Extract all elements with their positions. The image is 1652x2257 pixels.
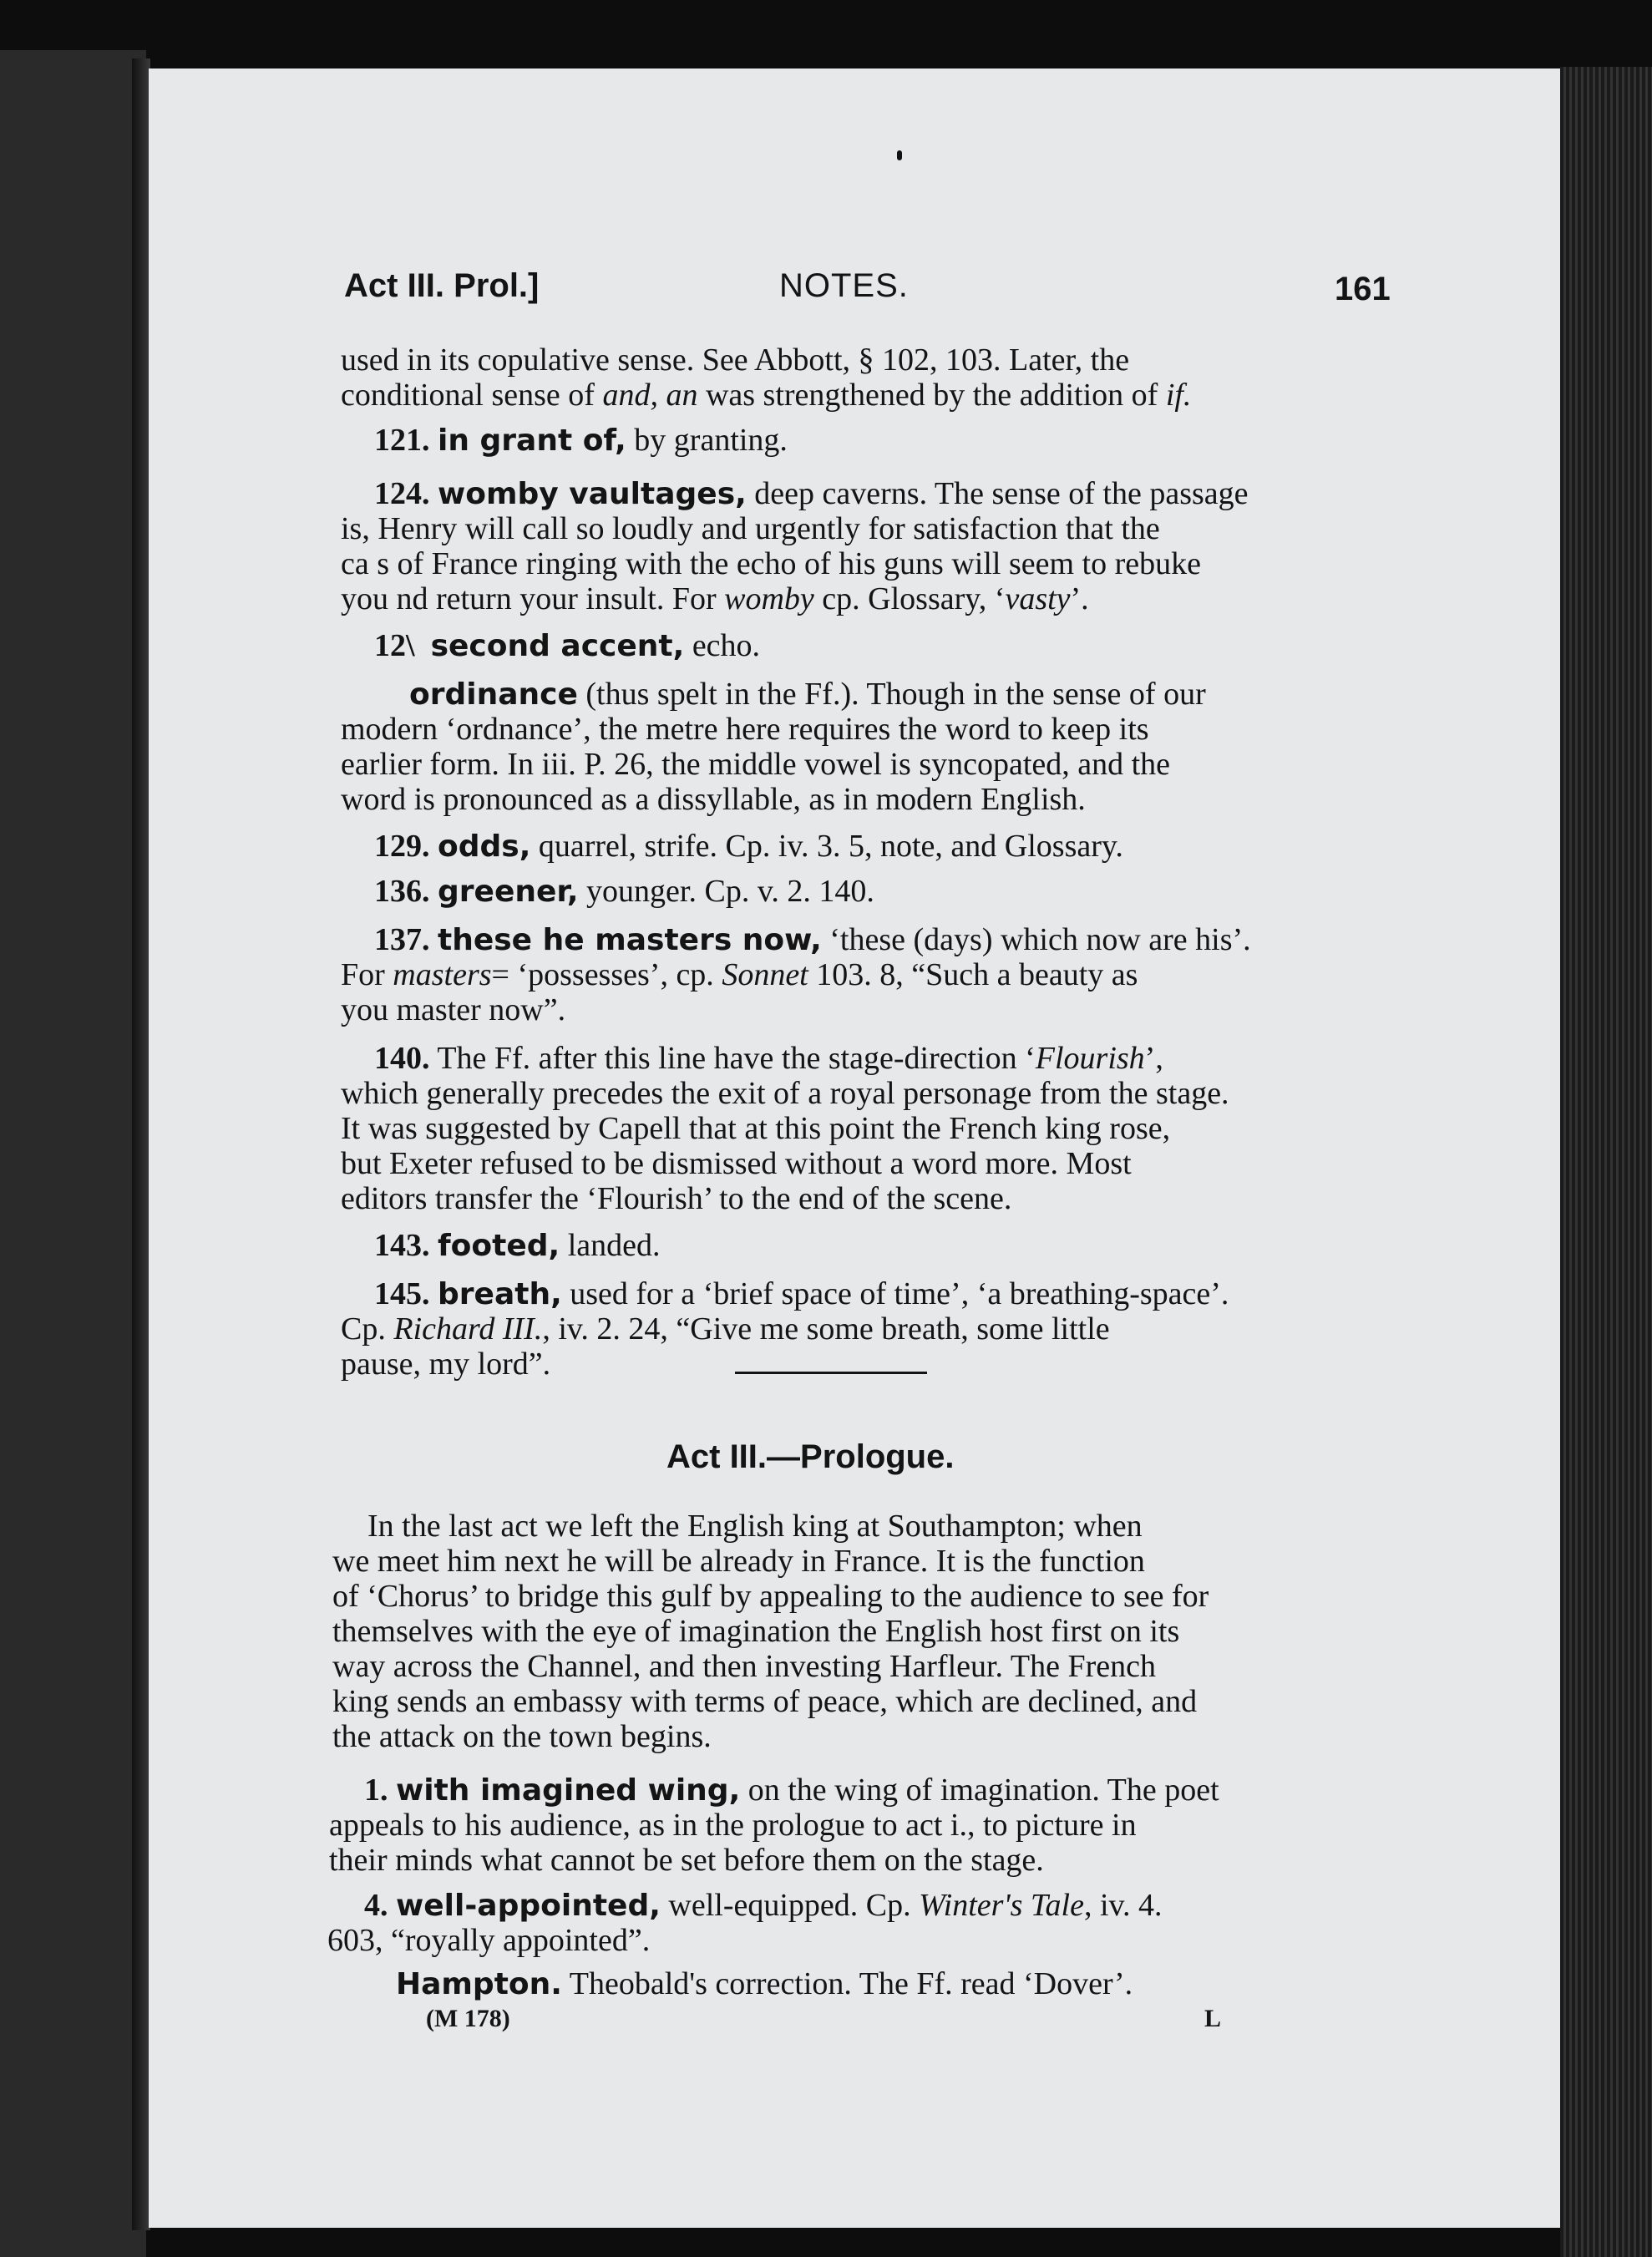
lemma: well-appointed, (396, 1889, 661, 1923)
line-number: 4. (364, 1888, 388, 1923)
gloss: by granting. (626, 423, 788, 458)
signature-letter: L (1204, 2005, 1222, 2032)
lemma: ordinance (409, 677, 578, 712)
intro-line: the attack on the town begins. (332, 1719, 712, 1754)
gloss: The Ff. after this line have the stage-direction ‘ (429, 1041, 1036, 1076)
line-number: 129. (374, 829, 430, 864)
lemma: breath, (438, 1277, 562, 1311)
text-span: For (341, 957, 393, 992)
gloss: on the wing of imagination. The poet (740, 1773, 1219, 1808)
lemma: greener, (438, 875, 579, 909)
note-1 (364, 1774, 1219, 1806)
note-text-line: earlier form. In iii. P. 26, the middle vowel is syncopated, and the (341, 747, 1171, 782)
note-text-line (341, 379, 1191, 411)
note-text-line: is, Henry will call so loudly and urgently for satisfaction that the (341, 511, 1160, 546)
note-ordinance (409, 678, 1206, 710)
note-137 (374, 924, 1251, 956)
italic-span: if. (1165, 378, 1192, 413)
italic-span: Sonnet (722, 957, 808, 992)
text-span: Cp. (341, 1311, 394, 1347)
note-text-line: word is pronounced as a dissyllable, as in modern English. (341, 782, 1086, 817)
italic-span: vasty (1005, 581, 1071, 616)
lemma: footed, (438, 1229, 560, 1263)
text-span: used in its copulative sense. See Abbott, § 102, 103. Later, the (341, 342, 1130, 378)
note-124 (374, 478, 1249, 510)
gloss: deep caverns. The sense of the passage (746, 476, 1249, 511)
note-text-line (341, 959, 1138, 991)
note-140 (374, 1042, 1163, 1074)
line-number: 137. (374, 922, 430, 957)
note-hampton (396, 1968, 1133, 2000)
note-125 (374, 630, 760, 662)
line-number: 1. (364, 1773, 388, 1808)
italic-span: and, an (602, 378, 698, 413)
gloss: quarrel, strife. Cp. iv. 3. 5, note, and Glossary. (530, 829, 1123, 864)
lemma: womby vaultages, (438, 477, 747, 511)
note-143 (374, 1230, 661, 1261)
text-span: cp. Glossary, ‘ (813, 581, 1006, 616)
note-136 (374, 875, 874, 907)
section-divider (735, 1372, 927, 1374)
note-text-line: It was suggested by Capell that at this point the French king rose, (341, 1111, 1171, 1146)
note-121 (374, 424, 788, 456)
gloss: (thus spelt in the Ff.). Though in the sense of our (577, 677, 1206, 712)
note-text-line: ca s of France ringing with the echo of his guns will seem to rebuke (341, 546, 1201, 581)
note-text-line: which generally precedes the exit of a royal personage from the stage. (341, 1076, 1229, 1111)
text-span: you nd return your insult. For (341, 581, 725, 616)
line-number: 140. (374, 1041, 430, 1076)
note-text-line: 603, “royally appointed”. (327, 1923, 651, 1958)
gloss: well-equipped. Cp. (660, 1888, 920, 1923)
gloss: ‘these (days) which now are his’. (821, 922, 1251, 957)
lemma: Hampton. (396, 1967, 562, 2001)
text-span: ’, (1144, 1041, 1163, 1076)
text-span: was strengthened by the addition of (697, 378, 1166, 413)
note-text-line: but Exeter refused to be dismissed without a word more. Most (341, 1146, 1132, 1181)
left-page-edge (0, 50, 146, 2257)
line-number: 124. (374, 476, 430, 511)
lemma: odds, (438, 829, 531, 864)
lemma: with imagined wing, (396, 1773, 741, 1808)
ink-mark (897, 150, 902, 160)
italic-span: Richard III. (393, 1311, 543, 1347)
note-text-line: appeals to his audience, as in the prologue to act i., to picture in (329, 1808, 1137, 1843)
text-span: conditional sense of (341, 378, 603, 413)
lemma: these he masters now, (438, 923, 822, 957)
text-span: ’. (1070, 581, 1089, 616)
signature-mark: (M 178) (426, 2005, 510, 2032)
spine-shadow (132, 58, 150, 2230)
intro-line: In the last act we left the English king at Southampton; when (367, 1509, 1143, 1544)
line-number: 143. (374, 1228, 430, 1263)
line-number: 12\ (374, 628, 415, 663)
gloss: used for a ‘brief space of time’, ‘a breathing-space’. (561, 1276, 1229, 1311)
note-text-line: pause, my lord”. (341, 1347, 551, 1382)
italic-span: womby (724, 581, 814, 616)
text-span: , iv. 4. (1083, 1888, 1163, 1923)
running-head-left: Act III. Prol.] (344, 267, 540, 304)
intro-line: king sends an embassy with terms of peace, which are declined, and (332, 1684, 1198, 1719)
running-head-title: NOTES. (779, 267, 909, 304)
gloss: landed. (560, 1228, 661, 1263)
note-text-line (341, 1313, 1110, 1345)
italic-span: Winter's Tale (919, 1888, 1084, 1923)
gloss: Theobald's correction. The Ff. read ‘Dover’. (561, 1966, 1133, 2001)
gloss: echo. (684, 628, 761, 663)
text-span: 103. 8, “Such a beauty as (808, 957, 1138, 992)
line-number: 145. (374, 1276, 430, 1311)
line-number: 136. (374, 874, 430, 909)
page-number: 161 (1335, 271, 1391, 307)
lemma: in grant of, (438, 424, 626, 458)
intro-line: way across the Channel, and then investing Harfleur. The French (332, 1649, 1156, 1684)
italic-span: masters (393, 957, 492, 992)
note-text-line (341, 583, 1089, 615)
lemma: second accent, (430, 629, 685, 663)
note-text-line: their minds what cannot be set before them on the stage. (329, 1843, 1044, 1878)
gloss: younger. Cp. v. 2. 140. (578, 874, 874, 909)
note-text-line (341, 344, 1129, 376)
italic-span: Flourish (1035, 1041, 1145, 1076)
intro-line: we meet him next he will be already in France. It is the function (332, 1544, 1145, 1579)
text-span: , iv. 2. 24, “Give me some breath, some little (542, 1311, 1110, 1347)
line-number: 121. (374, 423, 430, 458)
note-145 (374, 1278, 1229, 1310)
note-4 (364, 1889, 1163, 1921)
text-span: = ‘possesses’, cp. (491, 957, 722, 992)
note-text-line: you master now”. (341, 992, 566, 1027)
note-129 (374, 830, 1123, 862)
section-title: Act III.—Prologue. (666, 1438, 955, 1475)
intro-line: of ‘Chorus’ to bridge this gulf by appealing to the audience to see for (332, 1579, 1209, 1614)
page-stack-edge (1560, 67, 1652, 2257)
note-text-line: editors transfer the ‘Flourish’ to the end of the scene. (341, 1181, 1012, 1216)
note-text-line: modern ‘ordnance’, the metre here requires the word to keep its (341, 712, 1149, 747)
intro-line: themselves with the eye of imagination the English host first on its (332, 1614, 1180, 1649)
